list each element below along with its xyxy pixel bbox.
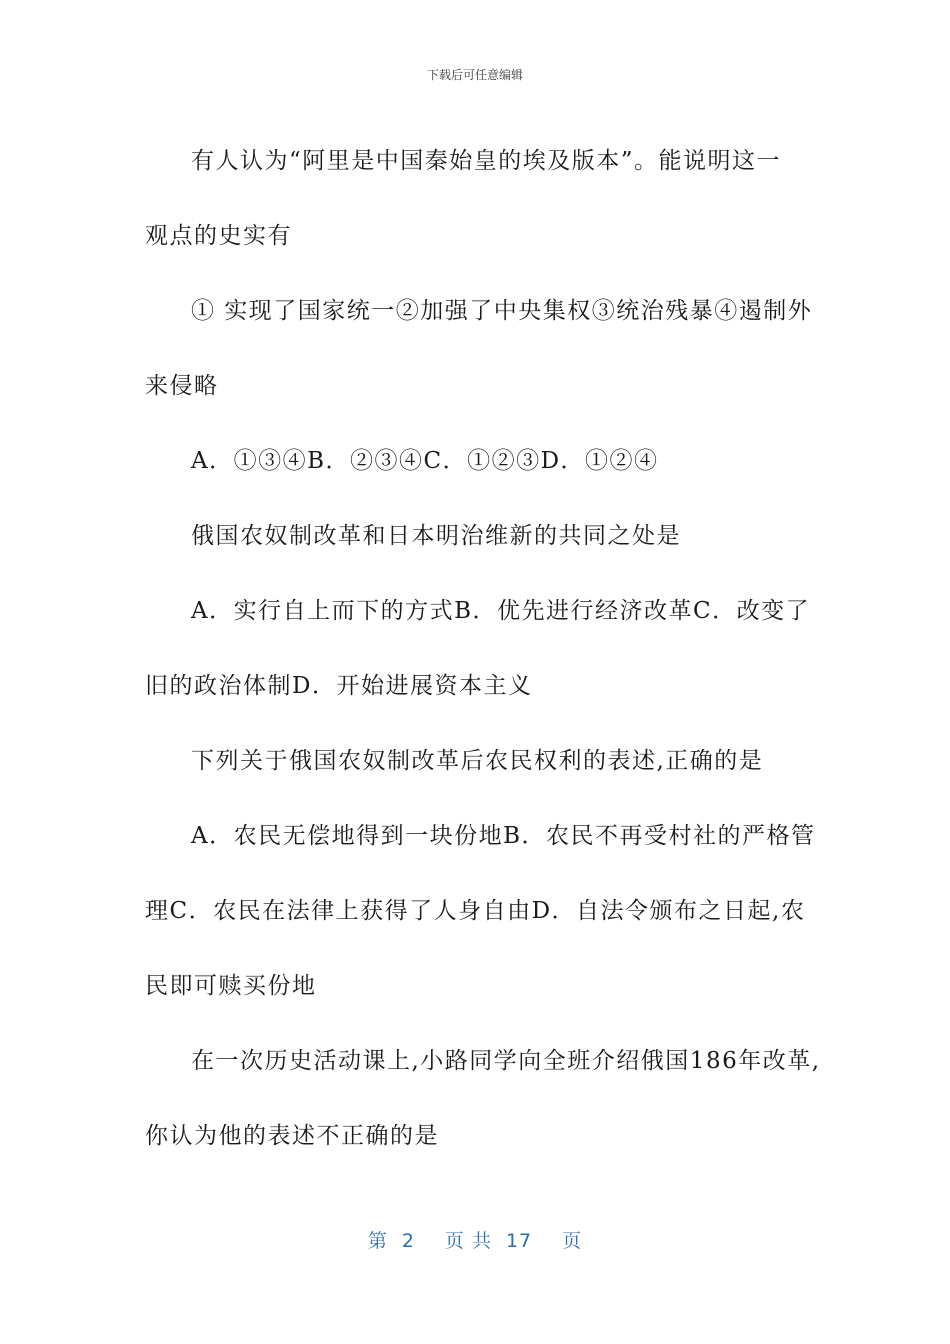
paragraph-line: 观点的史实有: [145, 223, 292, 249]
paragraph-line: 有人认为“阿里是中国秦始皇的埃及版本”。能说明这一: [191, 148, 782, 174]
paragraph-line: 来侵略: [145, 373, 219, 399]
footer-total-pages: 17: [505, 1230, 533, 1252]
header-note: 下载后可任意编辑: [426, 68, 523, 82]
answer-options-line: 民即可赎买份地: [145, 973, 317, 999]
question-line: 俄国农奴制改革和日本明治维新的共同之处是: [191, 523, 681, 549]
footer-page-number: 2: [401, 1230, 415, 1252]
answer-options-line: A．①③④B．②③④C．①②③D．①②④: [191, 448, 659, 474]
question-line: 在一次历史活动课上,小路同学向全班介绍俄国186年改革,: [191, 1048, 821, 1074]
answer-options-line: 旧的政治体制D．开始进展资本主义: [145, 673, 533, 699]
answer-options-line: A．实行自上而下的方式B．优先进行经济改革C．改变了: [191, 598, 811, 624]
question-line: 下列关于俄国农奴制改革后农民权利的表述,正确的是: [191, 748, 764, 774]
paragraph-line: ① 实现了国家统一②加强了中央集权③统治残暴④遏制外: [191, 298, 813, 324]
question-line: 你认为他的表述不正确的是: [145, 1123, 439, 1149]
document-body: [145, 124, 821, 1174]
footer-suffix: 页: [562, 1230, 583, 1252]
answer-options-line: A．农民无偿地得到一块份地B．农民不再受村社的严格管: [191, 823, 816, 849]
page-footer: [0, 1226, 950, 1253]
answer-options-line: 理C．农民在法律上获得了人身自由D．自法令颁布之日起,农: [145, 898, 806, 924]
footer-middle: 页 共: [444, 1230, 492, 1252]
footer-prefix: 第: [367, 1230, 388, 1252]
